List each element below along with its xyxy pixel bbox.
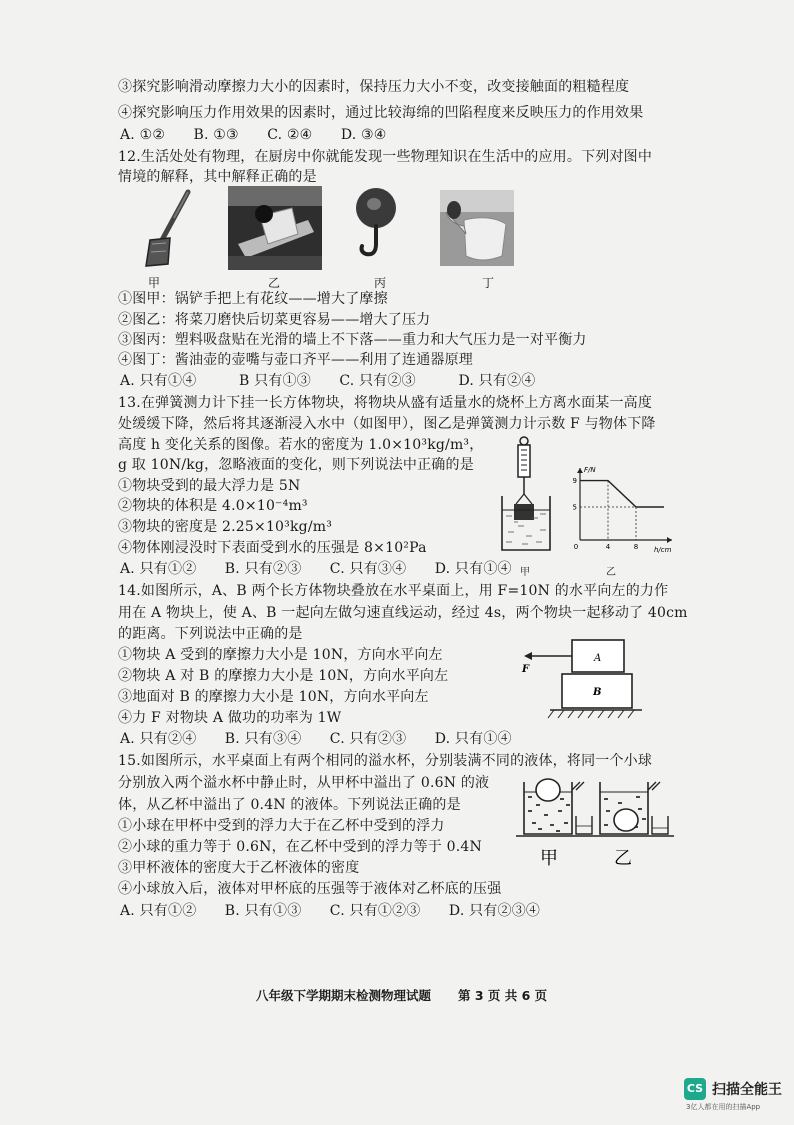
overflow-cups-figure <box>514 770 676 878</box>
q13-stem-line3: 高度 h 变化关系的图像。若水的密度为 1.0×10³kg/m³， <box>118 437 484 453</box>
q13-statement-1: ①物块受到的最大浮力是 5N <box>118 478 301 494</box>
y-axis-arrow <box>577 468 583 473</box>
knife-sharpening-photo <box>228 186 322 270</box>
q13-stem-line4: g 取 10N/kg，忽略液面的变化，则下列说法中正确的是 <box>118 457 474 473</box>
label-cup-yi: 乙 <box>614 848 632 869</box>
q12-caption-yi: 乙 <box>268 276 281 290</box>
q15-stem-line2: 分别放入两个溢水杯中静止时，从甲杯中溢出了 0.6N 的液 <box>118 775 490 791</box>
footer-title: 八年级下学期期末检测物理试题 <box>256 988 432 1003</box>
scanner-tagline: 3亿人都在用的扫描App <box>686 1103 761 1111</box>
force-height-chart <box>566 464 678 556</box>
label-cup-jia: 甲 <box>540 848 558 869</box>
ball-in-cup-yi <box>614 809 638 831</box>
q13-stem-line2: 处缓缓下降，然后将其逐渐浸入水中（如图甲），图乙是弹簧测力计示数 F 与物体下降 <box>118 416 656 432</box>
q15-statement-2: ②小球的重力等于 0.6N，在乙杯中受到的浮力等于 0.4N <box>118 839 482 855</box>
q12-statement-3: ③图丙：塑料吸盘贴在光滑的墙上不下落——重力和大气压力是一对平衡力 <box>118 332 587 348</box>
q15-stem-line1: 15.如图所示，水平桌面上有两个相同的溢水杯，分别装满不同的液体，将同一个小球 <box>118 753 653 769</box>
q15-options: A. 只有①② B. 只有①③ C. 只有①②③ D. 只有②③④ <box>120 903 541 919</box>
y-tick-9: 9 <box>572 477 577 486</box>
q15-stem-line3: 体，从乙杯中溢出了 0.4N 的液体。下列说法正确的是 <box>118 797 461 813</box>
q14-stem-line3: 的距离。下列说法中正确的是 <box>118 626 303 642</box>
x-tick-0: 0 <box>573 543 579 551</box>
q12-statement-4: ④图丁：酱油壶的壶嘴与壶口齐平——利用了连通器原理 <box>118 352 473 368</box>
soy-sauce-pot-photo <box>440 190 514 266</box>
q14-stem-line2: 用在 A 物块上，使 A、B 一起向左做匀速直线运动，经过 4s，两个物块一起移动了 40cm <box>118 605 688 621</box>
q13-statement-4: ④物体刚浸没时下表面受到水的压强是 8×10²Pa <box>118 540 427 556</box>
spatula-photo <box>140 188 200 270</box>
scanner-app-name: 扫描全能王 <box>712 1082 782 1098</box>
q13-options: A. 只有①② B. 只有②③ C. 只有③④ D. 只有①④ <box>120 561 512 577</box>
x-axis-label: h/cm <box>654 546 672 554</box>
q12-caption-ding: 丁 <box>482 276 495 290</box>
ball-in-cup-jia <box>536 779 560 801</box>
q12-options: A. 只有①④ B 只有①③ C. 只有②③ D. 只有②④ <box>120 373 536 389</box>
suction-cup-hook-photo <box>350 186 400 266</box>
q15-statement-1: ①小球在甲杯中受到的浮力大于在乙杯中受到的浮力 <box>118 818 445 834</box>
q12-statement-2: ②图乙：将菜刀磨快后切菜更容易——增大了压力 <box>118 312 431 328</box>
q12-statement-1: ①图甲：锅铲手把上有花纹——增大了摩擦 <box>118 291 388 307</box>
spring-scale-beaker-figure <box>494 436 558 562</box>
q14-statement-3: ③地面对 B 的摩擦力大小是 10N，方向水平向左 <box>118 689 429 705</box>
label-b: B <box>593 687 602 698</box>
stacked-blocks-figure <box>514 636 660 722</box>
x-tick-4: 4 <box>605 543 611 551</box>
q11-statement-4: ④探究影响压力作用效果的因素时，通过比较海绵的凹陷程度来反映压力的作用效果 <box>118 105 644 121</box>
q11-options: A. ①② B. ①③ C. ②④ D. ③④ <box>120 127 387 143</box>
q13-fig-caption-jia: 甲 <box>520 567 530 578</box>
y-tick-5: 5 <box>572 503 577 512</box>
q12-caption-bing: 丙 <box>374 276 387 290</box>
q14-options: A. 只有②④ B. 只有③④ C. 只有②③ D. 只有①④ <box>120 731 512 747</box>
x-axis-arrow <box>667 537 672 543</box>
q14-statement-4: ④力 F 对物块 A 做功的功率为 1W <box>118 710 342 726</box>
q11-statement-3: ③探究影响滑动摩擦力大小的因素时，保持压力大小不变，改变接触面的粗糙程度 <box>118 79 630 95</box>
q15-statement-3: ③甲杯液体的密度大于乙杯液体的密度 <box>118 860 360 876</box>
y-axis-label: F/N <box>584 466 596 474</box>
q12-stem-line1: 12.生活处处有物理，在厨房中你就能发现一些物理知识在生活中的应用。下列对图中 <box>118 149 653 165</box>
q13-statement-3: ③物块的密度是 2.25×10³kg/m³ <box>118 519 333 535</box>
q13-fig-caption-yi: 乙 <box>606 567 616 578</box>
scanner-logo-icon: CS <box>684 1078 706 1100</box>
label-a: A <box>594 653 602 664</box>
q13-stem-line1: 13.在弹簧测力计下挂一长方体物块，将物块从盛有适量水的烧杯上方离水面某一高度 <box>118 395 653 411</box>
label-f: F <box>522 664 530 675</box>
x-tick-8: 8 <box>633 543 639 551</box>
q14-statement-2: ②物块 A 对 B 的摩擦力大小是 10N，方向水平向左 <box>118 668 449 684</box>
q13-statement-2: ②物块的体积是 4.0×10⁻⁴m³ <box>118 498 308 514</box>
force-series-line <box>580 481 664 507</box>
q12-caption-jia: 甲 <box>148 276 161 290</box>
q14-stem-line1: 14.如图所示，A、B 两个长方体物块叠放在水平桌面上，用 F=10N 的水平向左的力作 <box>118 583 669 599</box>
q14-statement-1: ①物块 A 受到的摩擦力大小是 10N，方向水平向左 <box>118 647 443 663</box>
q12-stem-line2: 情境的解释，其中解释正确的是 <box>118 169 317 185</box>
q15-statement-4: ④小球放入后，液体对甲杯底的压强等于液体对乙杯底的压强 <box>118 881 502 897</box>
footer-page-number: 第 3 页 共 6 页 <box>458 988 548 1003</box>
